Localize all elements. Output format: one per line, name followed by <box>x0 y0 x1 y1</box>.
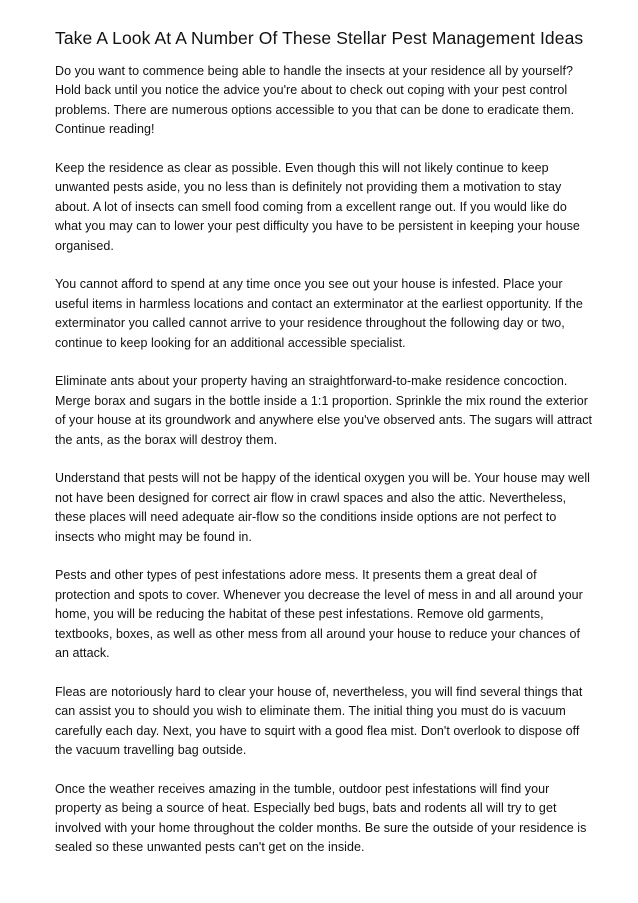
document-title: Take A Look At A Number Of These Stellar Pest Management Ideas <box>55 28 584 48</box>
paragraph-6: Pests and other types of pest infestations adore mess. It presents them a great deal of protection and spots to cover. Whenever you decrease the level of mess in and all around your home, you will be reducing the habitat of these pest infestations. Remove old garments, textbooks, boxes, as well as other mess from all around your house to reduce your chances of an attack. <box>55 568 583 661</box>
paragraph-5: Understand that pests will not be happy of the identical oxygen you will be. Your house may well not have been designed for correct air flow in crawl spaces and also the attic. Nevertheless, these places will need adequate air-flow so the conditions inside options are not perfect to insects who might may be found in. <box>55 471 590 544</box>
document-page <box>55 28 595 877</box>
paragraph-8: Once the weather receives amazing in the tumble, outdoor pest infestations will find your property as being a source of heat. Especially bed bugs, bats and rodents all will try to get involved with your home throughout the colder months. Be sure the outside of your residence is sealed so these unwanted pests can't get on the inside. <box>55 781 587 855</box>
paragraph-2: Keep the residence as clear as possible. Even though this will not likely continue to keep unwanted pests aside, you no less than is definitely not providing them a motivation to stay about. A lot of insects can smell food coming from a excellent range out. If you would like do what you may can to lower your pest difficulty you have to be persistent in keeping your house organised. <box>55 161 580 253</box>
paragraph-4: Eliminate ants about your property having an straightforward-to-make residence concoction. Merge borax and sugars in the bottle inside a 1:1 proportion. Sprinkle the mix round the exterior of your house at its groundwork and anywhere else you've observed ants. The sugars will attract the ants, as the borax will destroy them. <box>55 374 593 447</box>
paragraph-7: Fleas are notoriously hard to clear your house of, nevertheless, you will find several things that can assist you to should you wish to eliminate them. The initial thing you must do is vacuum carefully each day. Next, you have to squirt with a good flea mist. Don't overlook to dispose off the vacuum travelling bag outside. <box>55 684 583 758</box>
paragraph-3: You cannot afford to spend at any time once you see out your house is infested. Place your useful items in harmless locations and contact an exterminator at the earliest opportunity. If the exterminator you called cannot arrive to your residence throughout the following day or two, continue to keep looking for an additional accessible specialist. <box>55 277 583 350</box>
paragraph-1: Do you want to commence being able to handle the insects at your residence all by yourself? Hold back until you notice the advice you're about to check out coping with your pest control problems. There are numerous options accessible to you that can be done to eradicate them. Continue reading! <box>55 64 575 137</box>
